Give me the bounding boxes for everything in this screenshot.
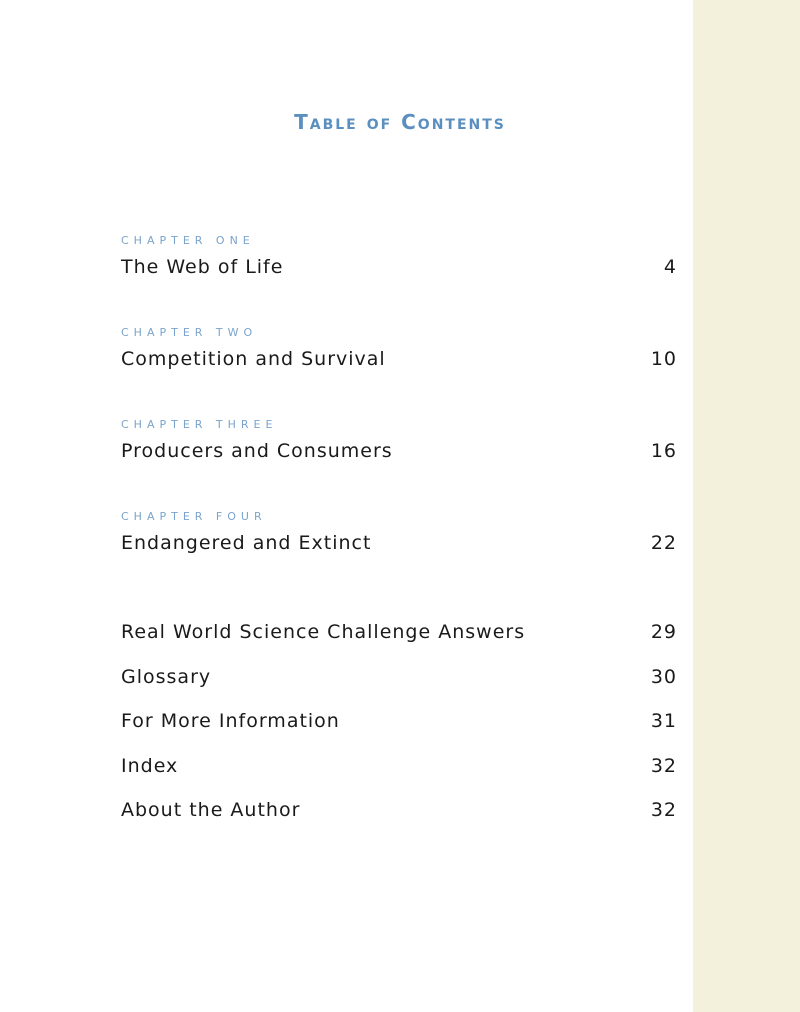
back-matter-row[interactable] (121, 797, 677, 823)
back-matter-entry[interactable] (121, 619, 677, 645)
chapter-title[interactable]: Endangered and Extinct (121, 532, 372, 554)
chapter-entry[interactable] (121, 326, 677, 372)
back-matter-row[interactable] (121, 708, 677, 734)
chapter-label: CHAPTER ONE (121, 234, 255, 247)
back-matter-title[interactable]: Real World Science Challenge Answers (121, 621, 526, 643)
chapter-row[interactable] (121, 438, 677, 464)
page-number: 16 (650, 440, 677, 462)
page-number: 32 (650, 799, 677, 821)
page-number: 31 (650, 710, 677, 732)
side-strip (693, 0, 800, 1012)
chapter-entry[interactable] (121, 418, 677, 464)
chapter-label: CHAPTER THREE (121, 418, 278, 431)
back-matter-title[interactable]: Glossary (121, 666, 212, 688)
chapter-row[interactable] (121, 254, 677, 280)
page-number: 29 (650, 621, 677, 643)
back-matter-entry[interactable] (121, 708, 677, 734)
page-number: 32 (650, 755, 677, 777)
chapter-row[interactable] (121, 530, 677, 556)
back-matter-row[interactable] (121, 619, 677, 645)
chapter-title[interactable]: The Web of Life (121, 256, 284, 278)
page-number: 10 (650, 348, 677, 370)
back-matter-title[interactable]: About the Author (121, 799, 301, 821)
chapter-entry[interactable] (121, 234, 677, 280)
chapter-label: CHAPTER FOUR (121, 510, 267, 523)
page-number: 30 (650, 666, 677, 688)
page-number: 4 (663, 256, 677, 278)
chapter-entry[interactable] (121, 510, 677, 556)
back-matter-row[interactable] (121, 664, 677, 690)
back-matter-entry[interactable] (121, 797, 677, 823)
chapter-title[interactable]: Producers and Consumers (121, 440, 393, 462)
page-number: 22 (650, 532, 677, 554)
chapter-label: CHAPTER TWO (121, 326, 258, 339)
back-matter-title[interactable]: For More Information (121, 710, 340, 732)
back-matter-entry[interactable] (121, 753, 677, 779)
back-matter-entry[interactable] (121, 664, 677, 690)
page-title: Table of Contents (294, 110, 506, 134)
chapter-title[interactable]: Competition and Survival (121, 348, 386, 370)
back-matter-row[interactable] (121, 753, 677, 779)
back-matter-title[interactable]: Index (121, 755, 179, 777)
chapter-row[interactable] (121, 346, 677, 372)
